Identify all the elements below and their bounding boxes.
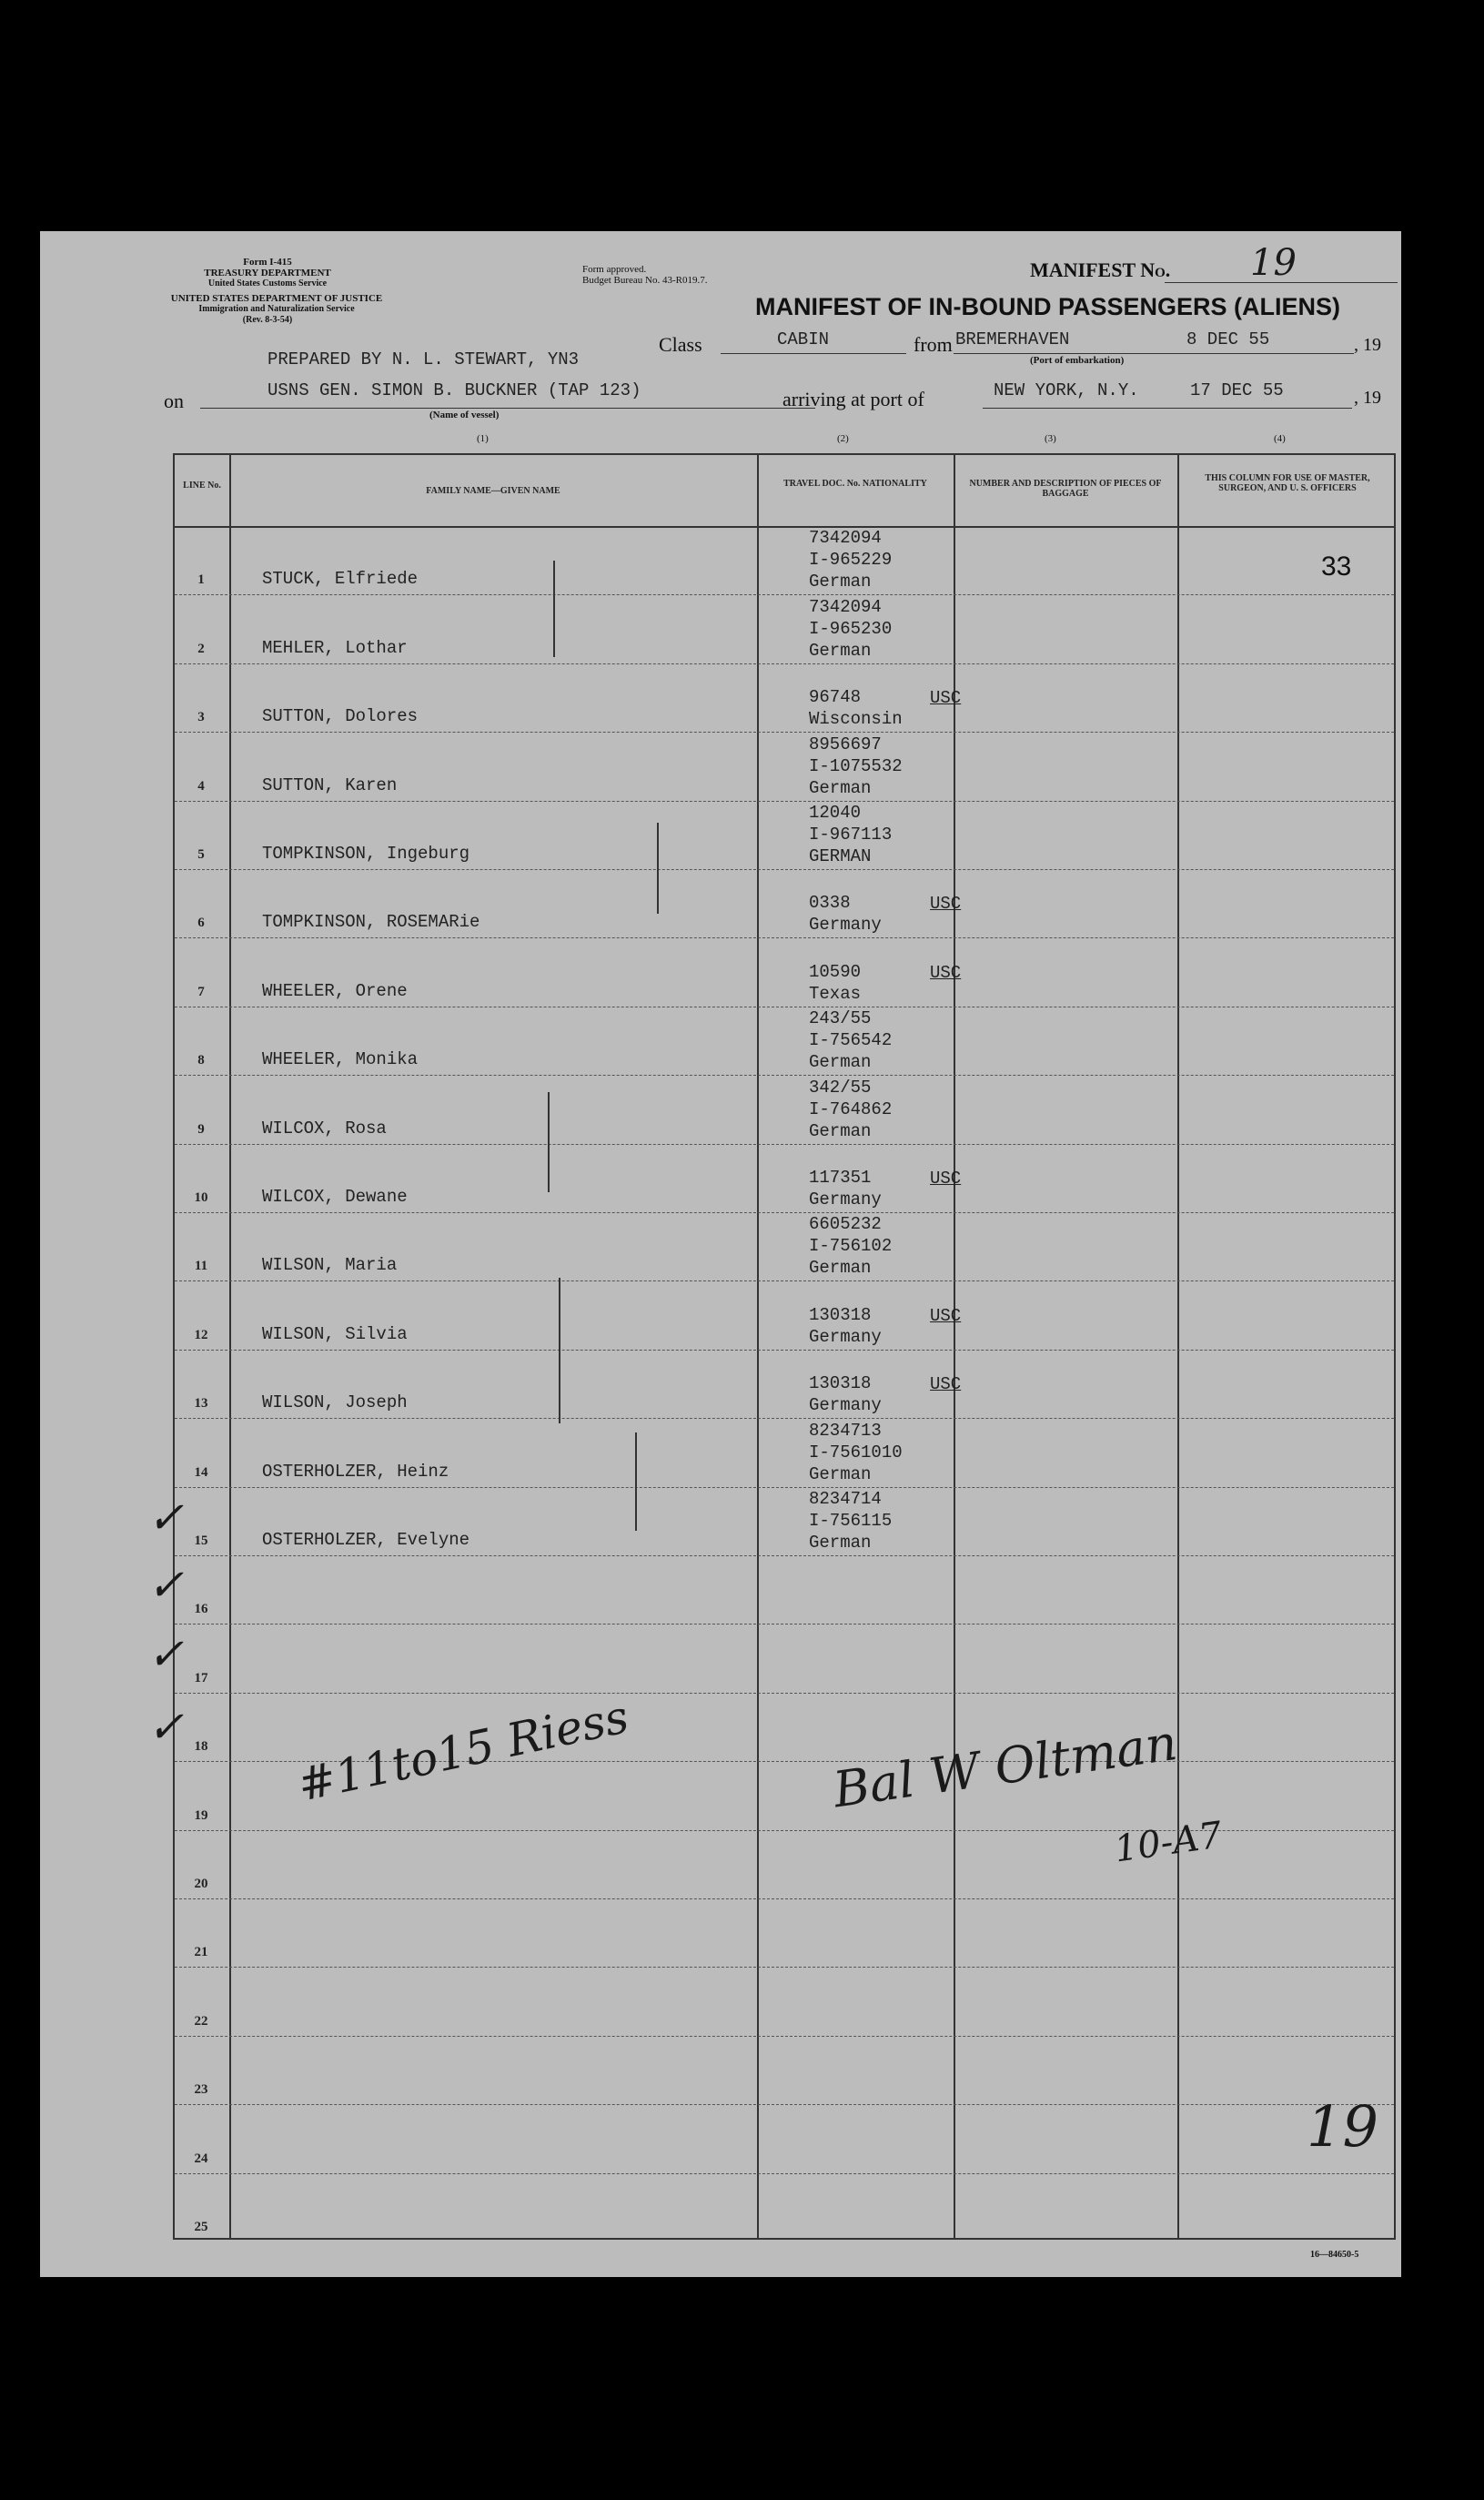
travel-doc-line: 342/55: [809, 1077, 872, 1098]
travel-doc-line: German: [809, 572, 872, 592]
line-number: 4: [197, 778, 205, 794]
dept-customs: United States Customs Service: [207, 278, 328, 288]
travel-doc-line: I-965230: [809, 618, 893, 639]
travel-doc-line: 130318: [809, 1373, 872, 1394]
pen-mark: [657, 823, 659, 914]
vessel-line: [200, 408, 815, 409]
row-divider: [175, 1280, 1394, 1281]
pen-mark: [548, 1092, 550, 1192]
travel-doc-line: German: [809, 1463, 872, 1484]
travel-doc-line: I-1075532: [809, 755, 903, 776]
check-mark: ✓: [147, 1702, 185, 1753]
travel-doc-line: Germany: [809, 1395, 882, 1416]
line-number: 6: [197, 916, 205, 931]
line-number: 25: [194, 2220, 208, 2234]
travel-doc-line: 8234714: [809, 1489, 882, 1509]
row-divider: [175, 663, 1394, 664]
header-baggage: NUMBER AND DESCRIPTION OF PIECES OF BAGGAGE: [969, 479, 1162, 499]
budget-bureau: Budget Bureau No. 43-R019.7.: [582, 275, 708, 286]
row-divider: [175, 1967, 1394, 1968]
form-revision: (Rev. 8-3-54): [242, 315, 293, 325]
travel-doc-line: I-756115: [809, 1511, 893, 1531]
usc-mark: USC: [930, 1374, 962, 1395]
line-number: 24: [194, 2151, 208, 2166]
usc-mark: USC: [930, 688, 962, 709]
line-number: 23: [194, 2082, 208, 2098]
travel-doc-line: 8956697: [809, 734, 882, 754]
from-port: BREMERHAVEN: [955, 329, 1070, 349]
travel-doc-line: Germany: [809, 1189, 882, 1210]
manifest-no-line: [1165, 282, 1398, 283]
class-line: [721, 353, 906, 354]
check-mark: ✓: [147, 1493, 185, 1544]
travel-doc-line: I-756102: [809, 1236, 893, 1257]
page-title: MANIFEST OF IN-BOUND PASSENGERS (ALIENS): [755, 293, 1341, 320]
usc-mark: USC: [930, 1305, 962, 1326]
travel-doc-line: German: [809, 777, 872, 798]
form-approved: Form approved.: [582, 264, 647, 275]
row-divider: [175, 1144, 1394, 1145]
line-number: 21: [194, 1945, 208, 1960]
passenger-name: WILSON, Joseph: [262, 1392, 408, 1413]
passenger-name: SUTTON, Dolores: [262, 706, 419, 727]
travel-doc-line: 7342094: [809, 596, 882, 617]
travel-doc-line: I-967113: [809, 825, 893, 845]
handwritten-note-riess: #11to15 Riess: [293, 1690, 633, 1812]
travel-doc-line: I-764862: [809, 1098, 893, 1119]
pen-mark: [553, 561, 555, 657]
travel-doc-line: 10590: [809, 961, 862, 982]
dept-justice: UNITED STATES DEPARTMENT OF JUSTICE: [170, 293, 383, 304]
header-travel-doc: TRAVEL DOC. No. NATIONALITY: [783, 479, 927, 489]
pen-mark: [635, 1432, 637, 1531]
check-mark: ✓: [147, 1629, 185, 1680]
line-number: 8: [197, 1053, 205, 1068]
col-num-3: (3): [1045, 433, 1056, 444]
officer-note: 33: [1321, 552, 1352, 582]
arrival-port: NEW YORK, N.Y.: [994, 380, 1139, 400]
year-prefix-1: , 19: [1354, 335, 1381, 355]
from-date: 8 DEC 55: [1186, 329, 1270, 349]
travel-doc-line: GERMAN: [809, 846, 872, 866]
line-number: 7: [197, 984, 205, 999]
manifest-sheet: [40, 231, 1401, 2277]
travel-doc-line: German: [809, 1258, 872, 1279]
line-number: 22: [194, 2013, 208, 2029]
line-number: 2: [197, 641, 205, 656]
prepared-by: PREPARED BY N. L. STEWART, YN3: [268, 349, 580, 369]
travel-doc-line: 8234713: [809, 1420, 882, 1441]
arrival-line: [983, 408, 1352, 409]
line-number: 11: [194, 1259, 208, 1274]
travel-doc-line: 0338: [809, 893, 851, 914]
row-divider: [175, 1418, 1394, 1419]
travel-doc-line: Wisconsin: [809, 709, 903, 730]
dept-ins: Immigration and Naturalization Service: [198, 304, 355, 314]
row-divider: [175, 594, 1394, 595]
row-divider: [175, 1693, 1394, 1694]
travel-doc-line: I-756542: [809, 1030, 893, 1051]
from-line: [954, 353, 1354, 354]
year-prefix-2: , 19: [1354, 388, 1381, 408]
handwritten-signature: Bal W Oltman: [830, 1714, 1181, 1819]
row-divider: [175, 1487, 1394, 1488]
check-mark: ✓: [147, 1560, 185, 1611]
travel-doc-line: 117351: [809, 1168, 872, 1188]
line-number: 14: [194, 1464, 208, 1480]
vessel-name: USNS GEN. SIMON B. BUCKNER (TAP 123): [268, 380, 641, 400]
line-number: 20: [194, 1877, 208, 1891]
pen-mark: [559, 1278, 560, 1423]
handwritten-note-10a7: 10-A7: [1112, 1814, 1225, 1871]
travel-doc-line: 96748: [809, 687, 862, 708]
col-num-1: (1): [477, 433, 489, 444]
travel-doc-line: 130318: [809, 1304, 872, 1325]
row-divider: [175, 1212, 1394, 1213]
travel-doc-line: I-965229: [809, 550, 893, 571]
passenger-name: TOMPKINSON, ROSEMARie: [262, 912, 480, 933]
row-divider: [175, 1898, 1394, 1899]
line-number: 3: [197, 710, 205, 725]
passenger-name: WHEELER, Monika: [262, 1049, 419, 1070]
row-divider: [175, 2173, 1394, 2174]
passenger-name: MEHLER, Lothar: [262, 637, 408, 658]
travel-doc-line: German: [809, 1120, 872, 1141]
row-divider: [175, 2036, 1394, 2037]
row-divider: [175, 1555, 1394, 1556]
arriving-label: arriving at port of: [782, 388, 924, 410]
passenger-name: TOMPKINSON, Ingeburg: [262, 844, 470, 864]
vessel-caption: (Name of vessel): [429, 410, 500, 420]
class-label: Class: [659, 333, 702, 356]
line-number: 9: [197, 1121, 205, 1137]
port-embark-caption: (Port of embarkation): [1030, 355, 1125, 366]
travel-doc-line: 12040: [809, 803, 862, 823]
line-number: 19: [194, 1807, 208, 1823]
line-number: 5: [197, 847, 205, 862]
passenger-name: WILCOX, Dewane: [262, 1187, 408, 1207]
travel-doc-line: 6605232: [809, 1214, 882, 1235]
on-label: on: [164, 390, 184, 412]
passenger-name: WHEELER, Orene: [262, 980, 408, 1001]
row-divider: [175, 869, 1394, 870]
arrival-date: 17 DEC 55: [1190, 380, 1284, 400]
form-number: Form I-415: [243, 257, 292, 268]
dept-treasury: TREASURY DEPARTMENT: [204, 268, 331, 278]
line-number: 13: [194, 1396, 208, 1412]
line-number: 10: [194, 1190, 208, 1205]
travel-doc-line: 7342094: [809, 528, 882, 549]
passenger-name: OSTERHOLZER, Evelyne: [262, 1530, 470, 1550]
travel-doc-line: 243/55: [809, 1008, 872, 1029]
travel-doc-line: German: [809, 1533, 872, 1553]
handwritten-corner-number: 19: [1307, 2093, 1378, 2160]
passenger-name: OSTERHOLZER, Heinz: [262, 1461, 449, 1482]
line-number: 12: [194, 1327, 208, 1342]
passenger-name: WILCOX, Rosa: [262, 1118, 387, 1139]
usc-mark: USC: [930, 1169, 962, 1189]
row-divider: [175, 1075, 1394, 1076]
from-label: from: [914, 333, 953, 356]
row-divider: [175, 2104, 1394, 2105]
travel-doc-line: Texas: [809, 983, 862, 1004]
travel-doc-line: German: [809, 640, 872, 661]
travel-doc-line: German: [809, 1052, 872, 1073]
footer-code: 16—84650-5: [1310, 2250, 1359, 2260]
line-number: 1: [197, 572, 205, 588]
class-value: CABIN: [777, 329, 830, 349]
line-number: 16: [194, 1602, 208, 1617]
row-divider: [175, 1350, 1394, 1351]
row-divider: [175, 937, 1394, 938]
travel-doc-line: I-7561010: [809, 1442, 903, 1463]
header-line-no: LINE No.: [183, 481, 221, 491]
passenger-name: WILSON, Silvia: [262, 1323, 408, 1344]
usc-mark: USC: [930, 962, 962, 983]
passenger-table: [147, 453, 1396, 2240]
col-num-2: (2): [837, 433, 849, 444]
header-officers: THIS COLUMN FOR USE OF MASTER, SURGEON, AND U. S. OFFICERS: [1205, 473, 1370, 493]
passenger-name: WILSON, Maria: [262, 1255, 398, 1276]
passenger-name: SUTTON, Karen: [262, 774, 398, 795]
row-divider: [175, 732, 1394, 733]
line-number: 15: [194, 1533, 208, 1548]
travel-doc-line: Germany: [809, 915, 882, 936]
travel-doc-line: Germany: [809, 1326, 882, 1347]
col-num-4: (4): [1274, 433, 1286, 444]
manifest-no-value: 19: [1250, 242, 1297, 284]
usc-mark: USC: [930, 894, 962, 915]
passenger-name: STUCK, Elfriede: [262, 569, 419, 590]
line-number: 18: [194, 1739, 208, 1755]
manifest-no-label: MANIFEST No.: [1030, 258, 1171, 281]
line-number: 17: [194, 1670, 208, 1685]
header-name: FAMILY NAME—GIVEN NAME: [426, 486, 560, 496]
row-divider: [175, 801, 1394, 802]
